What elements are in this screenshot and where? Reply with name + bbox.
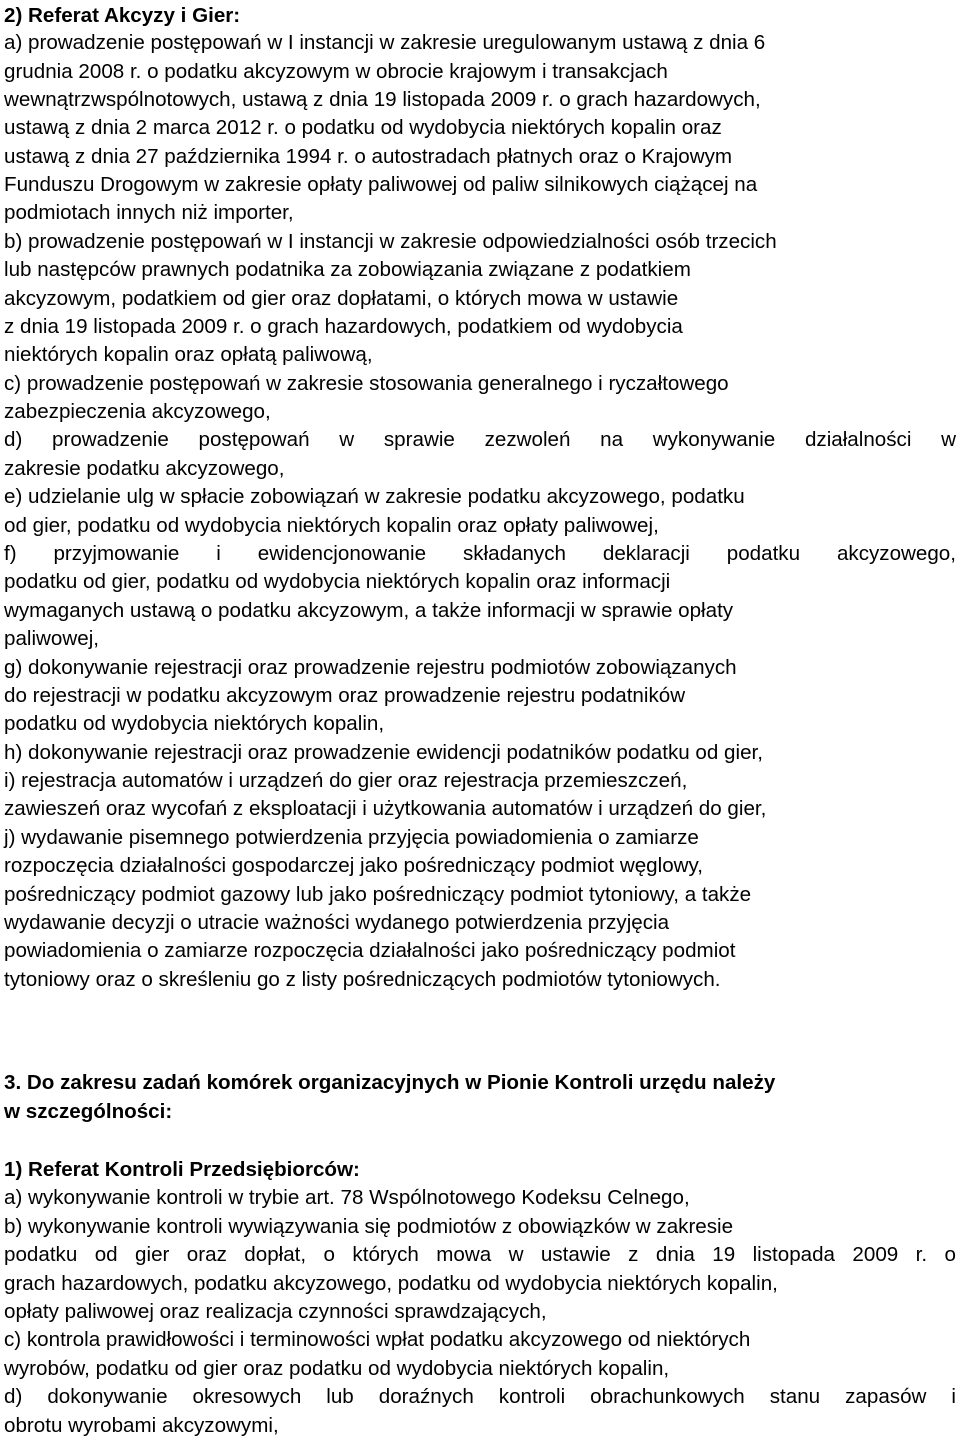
section-3-heading-line: w szczególności:	[4, 1100, 173, 1123]
section-2-heading: 2) Referat Akcyzy i Gier:	[4, 4, 241, 27]
text-line: obrotu wyrobami akcyzowymi,	[4, 1414, 279, 1437]
text-line: podatku od gier oraz dopłat, o których mowa w ustawie z dnia 19 listopada 2009 r. o	[4, 1243, 956, 1266]
text-line: d) dokonywanie okresowych lub doraźnych kontroli obrachunkowych stanu zapasów i	[4, 1385, 956, 1408]
text-line: zabezpieczenia akcyzowego,	[4, 400, 271, 423]
text-line: opłaty paliwowej oraz realizacja czynności sprawdzających,	[4, 1300, 547, 1323]
subsection-3-1-heading: 1) Referat Kontroli Przedsiębiorców:	[4, 1158, 360, 1181]
text-line: ustawą z dnia 27 października 1994 r. o autostradach płatnych oraz o Krajowym	[4, 145, 733, 168]
text-line: j) wydawanie pisemnego potwierdzenia przyjęcia powiadomienia o zamiarze	[4, 826, 699, 849]
text-line: c) kontrola prawidłowości i terminowości wpłat podatku akcyzowego od niektórych	[4, 1328, 751, 1351]
text-line: paliwowej,	[4, 627, 100, 650]
text-line: niektórych kopalin oraz opłatą paliwową,	[4, 343, 373, 366]
text-line: podatku od gier, podatku od wydobycia niektórych kopalin oraz informacji	[4, 570, 671, 593]
text-line: c) prowadzenie postępowań w zakresie stosowania generalnego i ryczałtowego	[4, 372, 729, 395]
text-line: h) dokonywanie rejestracji oraz prowadzenie ewidencji podatników podatku od gier,	[4, 741, 763, 764]
text-line: powiadomienia o zamiarze rozpoczęcia działalności jako pośredniczący podmiot	[4, 939, 736, 962]
text-line: od gier, podatku od wydobycia niektórych kopalin oraz opłaty paliwowej,	[4, 514, 659, 537]
text-line: grudnia 2008 r. o podatku akcyzowym w obrocie krajowym i transakcjach	[4, 60, 668, 83]
text-line: z dnia 19 listopada 2009 r. o grach hazardowych, podatkiem od wydobycia	[4, 315, 683, 338]
text-line: lub następców prawnych podatnika za zobowiązania związane z podatkiem	[4, 258, 691, 281]
text-line: f) przyjmowanie i ewidencjonowanie składanych deklaracji podatku akcyzowego,	[4, 542, 956, 565]
text-line: d) prowadzenie postępowań w sprawie zezwoleń na wykonywanie działalności w	[4, 428, 956, 451]
text-line: podmiotach innych niż importer,	[4, 201, 294, 224]
text-line: wyrobów, podatku od gier oraz podatku od wydobycia niektórych kopalin,	[4, 1357, 670, 1380]
text-line: akcyzowym, podatkiem od gier oraz dopłatami, o których mowa w ustawie	[4, 287, 679, 310]
text-line: zakresie podatku akcyzowego,	[4, 457, 285, 480]
text-line: do rejestracji w podatku akcyzowym oraz prowadzenie rejestru podatników	[4, 684, 686, 707]
text-line: b) wykonywanie kontroli wywiązywania się podmiotów z obowiązków w zakresie	[4, 1215, 734, 1238]
text-line: e) udzielanie ulg w spłacie zobowiązań w zakresie podatku akcyzowego, podatku	[4, 485, 745, 508]
text-line: rozpoczęcia działalności gospodarczej jako pośredniczący podmiot węglowy,	[4, 854, 704, 877]
text-line: ustawą z dnia 2 marca 2012 r. o podatku od wydobycia niektórych kopalin oraz	[4, 116, 722, 139]
text-line: pośredniczący podmiot gazowy lub jako pośredniczący podmiot tytoniowy, a także	[4, 883, 752, 906]
text-line: wewnątrzwspólnotowych, ustawą z dnia 19 listopada 2009 r. o grach hazardowych,	[4, 88, 761, 111]
text-line: i) rejestracja automatów i urządzeń do gier oraz rejestracja przemieszczeń,	[4, 769, 688, 792]
text-line: zawieszeń oraz wycofań z eksploatacji i użytkowania automatów i urządzeń do gier,	[4, 797, 767, 820]
text-line: a) prowadzenie postępowań w I instancji w zakresie uregulowanym ustawą z dnia 6	[4, 31, 766, 54]
text-line: wymaganych ustawą o podatku akcyzowym, a także informacji w sprawie opłaty	[4, 599, 734, 622]
text-line: a) wykonywanie kontroli w trybie art. 78 Wspólnotowego Kodeksu Celnego,	[4, 1186, 690, 1209]
section-3-heading-line: 3. Do zakresu zadań komórek organizacyjnych w Pionie Kontroli urzędu należy	[4, 1071, 776, 1094]
text-line: podatku od wydobycia niektórych kopalin,	[4, 712, 385, 735]
text-line: g) dokonywanie rejestracji oraz prowadzenie rejestru podmiotów zobowiązanych	[4, 656, 737, 679]
text-line: wydawanie decyzji o utracie ważności wydanego potwierdzenia przyjęcia	[4, 911, 670, 934]
text-line: grach hazardowych, podatku akcyzowego, podatku od wydobycia niektórych kopalin,	[4, 1272, 778, 1295]
text-line: Funduszu Drogowym w zakresie opłaty paliwowej od paliw silnikowych ciążącej na	[4, 173, 758, 196]
text-line: b) prowadzenie postępowań w I instancji w zakresie odpowiedzialności osób trzecich	[4, 230, 777, 253]
text-line: tytoniowy oraz o skreśleniu go z listy pośredniczących podmiotów tytoniowych.	[4, 968, 721, 991]
